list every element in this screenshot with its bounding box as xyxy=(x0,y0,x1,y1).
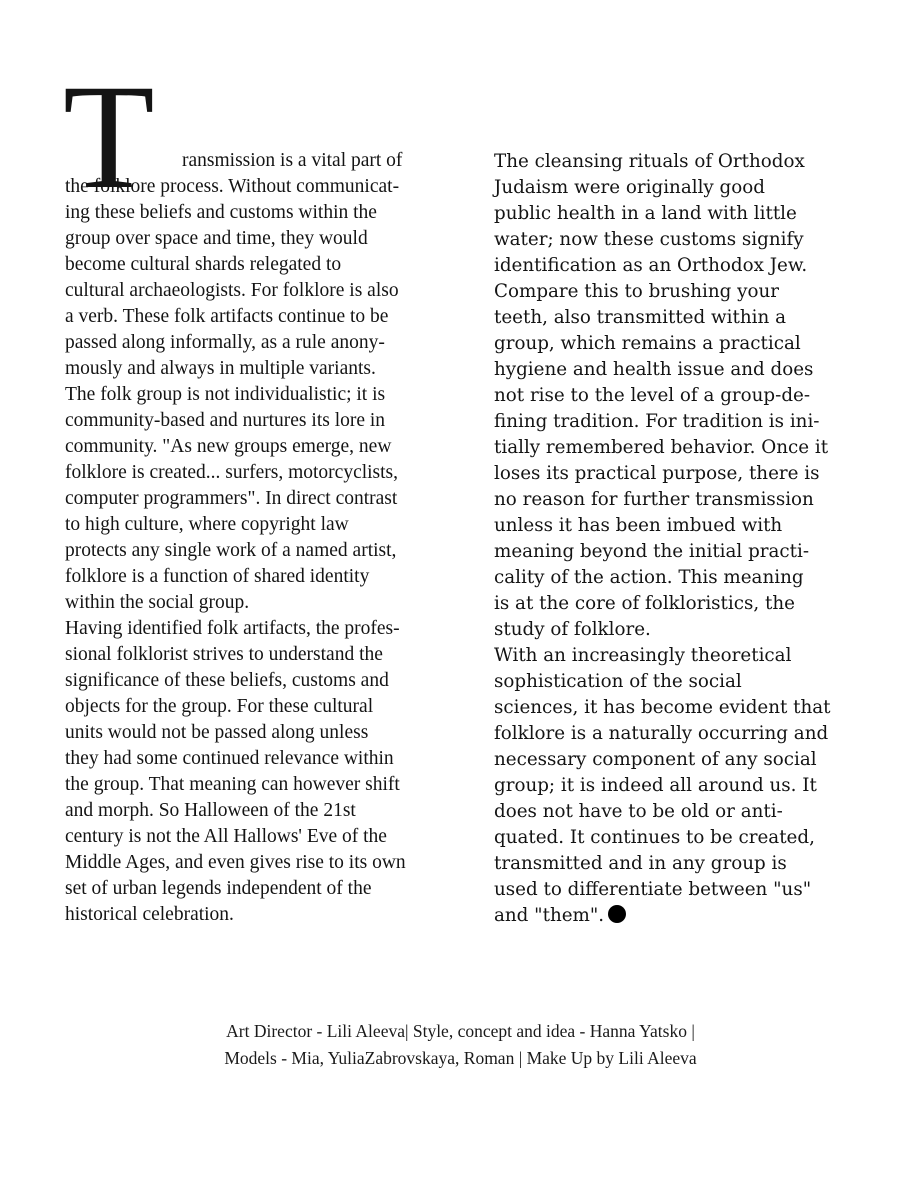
text-line: ing these beliefs and customs within the xyxy=(65,202,377,223)
text-line: Compare this to brushing your xyxy=(494,281,779,302)
text-line: Judaism were originally good xyxy=(494,177,765,198)
text-line: folklore is a naturally occurring and xyxy=(494,723,829,744)
text-line: they had some continued relevance within xyxy=(65,748,394,769)
text-line: used to differentiate between "us" xyxy=(494,879,812,900)
text-line: transmitted and in any group is xyxy=(494,853,787,874)
credits-line-1: Art Director - Lili Aleeva| Style, concept and idea - Hanna Yatsko | xyxy=(226,1021,695,1041)
text-line: tially remembered behavior. Once it xyxy=(494,437,829,458)
text-line: a verb. These folk artifacts continue to be xyxy=(65,306,389,327)
text-line: With an increasingly theoretical xyxy=(494,645,792,666)
text-line: unless it has been imbued with xyxy=(494,515,783,536)
text-line: historical celebration. xyxy=(65,904,234,925)
text-line: fining tradition. For tradition is ini- xyxy=(494,411,820,432)
text-line: does not have to be old or anti- xyxy=(494,801,783,822)
text-line: significance of these beliefs, customs and xyxy=(65,670,389,691)
text-line: no reason for further transmission xyxy=(494,489,814,510)
text-line: protects any single work of a named artist, xyxy=(65,540,397,561)
text-line: the group. That meaning can however shift xyxy=(65,774,400,795)
text-line: mously and always in multiple variants. xyxy=(65,358,376,379)
text-line: identification as an Orthodox Jew. xyxy=(494,255,808,276)
end-mark-icon xyxy=(608,905,626,923)
credits-block xyxy=(0,1018,921,1072)
text-line: to high culture, where copyright law xyxy=(65,514,349,535)
drop-cap: T xyxy=(63,54,155,220)
text-line: The cleansing rituals of Orthodox xyxy=(494,151,805,172)
text-line: meaning beyond the initial practi- xyxy=(494,541,810,562)
text-line: units would not be passed along unless xyxy=(65,722,369,743)
text-line: set of urban legends independent of the xyxy=(65,878,372,899)
text-line: cultural archaeologists. For folklore is also xyxy=(65,280,399,301)
text-line: The folk group is not individualistic; it is xyxy=(65,384,386,405)
text-line: quated. It continues to be created, xyxy=(494,827,815,848)
text-line: the folklore process. Without communicat- xyxy=(65,176,400,197)
text-line: sciences, it has become evident that xyxy=(494,697,831,718)
text-line: ransmission is a vital part of xyxy=(182,150,403,171)
text-line: Middle Ages, and even gives rise to its own xyxy=(65,852,406,873)
text-line: objects for the group. For these cultural xyxy=(65,696,374,717)
text-line: sophistication of the social xyxy=(494,671,742,692)
text-line: water; now these customs signify xyxy=(494,229,804,250)
text-line: study of folklore. xyxy=(494,619,651,640)
text-line: community. "As new groups emerge, new xyxy=(65,436,392,457)
text-line: computer programmers". In direct contrast xyxy=(65,488,398,509)
text-line: and morph. So Halloween of the 21st xyxy=(65,800,356,821)
text-line: is at the core of folkloristics, the xyxy=(494,593,795,614)
text-line: and "them". xyxy=(494,903,626,929)
text-line: group over space and time, they would xyxy=(65,228,368,249)
text-line: Having identified folk artifacts, the profes- xyxy=(65,618,400,639)
text-line: folklore is created... surfers, motorcyclists, xyxy=(65,462,399,483)
text-line: not rise to the level of a group-de- xyxy=(494,385,811,406)
text-line: sional folklorist strives to understand the xyxy=(65,644,383,665)
text-line: community-based and nurtures its lore in xyxy=(65,410,386,431)
text-line: public health in a land with little xyxy=(494,203,797,224)
text-line: loses its practical purpose, there is xyxy=(494,463,820,484)
text-line: hygiene and health issue and does xyxy=(494,359,814,380)
text-line: century is not the All Hallows' Eve of the xyxy=(65,826,387,847)
text-line: necessary component of any social xyxy=(494,749,817,770)
credits-line-2: Models - Mia, YuliaZabrovskaya, Roman | Make Up by Lili Aleeva xyxy=(224,1048,697,1068)
text-line: become cultural shards relegated to xyxy=(65,254,342,275)
text-line: folklore is a function of shared identity xyxy=(65,566,370,587)
text-line: teeth, also transmitted within a xyxy=(494,307,786,328)
text-line: passed along informally, as a rule anony- xyxy=(65,332,385,353)
text-line: group, which remains a practical xyxy=(494,333,801,354)
text-line: cality of the action. This meaning xyxy=(494,567,804,588)
text-line: group; it is indeed all around us. It xyxy=(494,775,817,796)
text-line: within the social group. xyxy=(65,592,250,613)
